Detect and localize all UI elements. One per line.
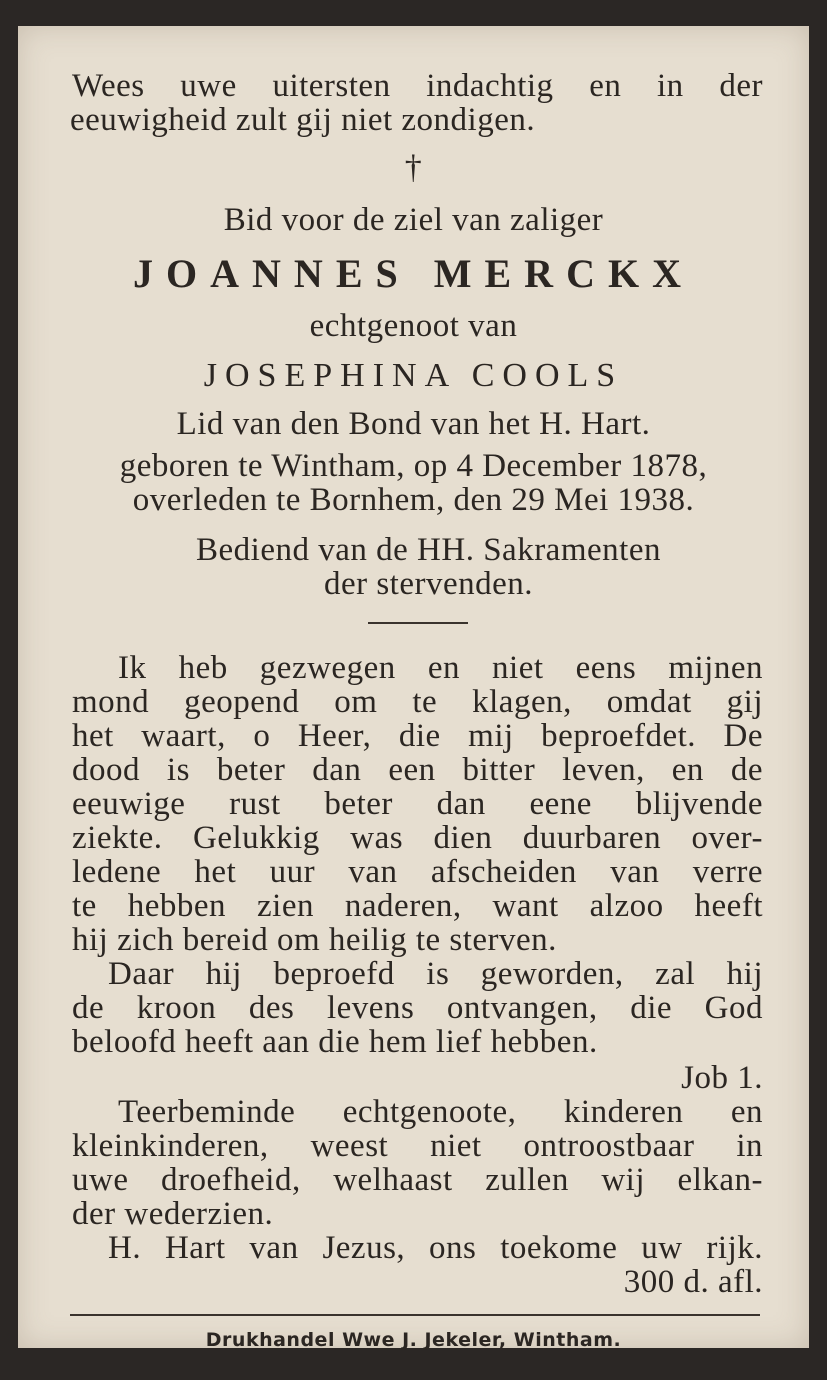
prayer-line: H. Hart van Jezus, ons toekome uw rijk. <box>108 1230 763 1266</box>
relation-line: echtgenoot van <box>309 308 518 344</box>
body-line: eeuwige rust beter dan eene blijvende <box>72 786 763 822</box>
body-line: kleinkinderen, weest niet ontroostbaar in <box>72 1128 763 1164</box>
spouse-name: JOSEPHINA COOLS <box>203 357 624 394</box>
scripture-citation: Job 1. <box>681 1060 763 1096</box>
body-line: Daar hij beproefd is geworden, zal hij <box>108 956 763 992</box>
center-divider <box>368 622 468 624</box>
body-line: de kroon des levens ontvangen, die God <box>72 990 763 1026</box>
death-line: overleden te Bornhem, den 29 Mei 1938. <box>132 482 695 518</box>
sacraments-line-2: der stervenden. <box>323 566 534 602</box>
membership-line: Lid van den Bond van het H. Hart. <box>176 406 651 442</box>
body-line: mond geopend om te klagen, omdat gij <box>72 684 763 720</box>
indulgence-line: 300 d. afl. <box>623 1264 763 1300</box>
body-line: ziekte. Gelukkig was dien duurbaren over- <box>72 820 763 856</box>
body-line: dood is beter dan een bitter leven, en de <box>72 752 763 788</box>
birth-line: geboren te Wintham, op 4 December 1878, <box>119 448 708 484</box>
cross-icon: † <box>404 149 423 186</box>
verse-line-2: eeuwigheid zult gij niet zondigen. <box>70 102 536 138</box>
body-line: uwe droefheid, welhaast zullen wij elkan- <box>72 1162 763 1198</box>
printer-credit: Drukhandel Wwe J. Jekeler, Wintham. <box>205 1329 622 1351</box>
body-line: ledene het uur van afscheiden van verre <box>72 854 763 890</box>
body-line: Teerbeminde echtgenoote, kinderen en <box>118 1094 763 1130</box>
body-line: Ik heb gezwegen en niet eens mijnen <box>118 650 763 686</box>
body-line: beloofd heeft aan die hem lief hebben. <box>72 1024 598 1060</box>
verse-line-1: Wees uwe uitersten indachtig en in der <box>72 68 763 104</box>
body-line: het waart, o Heer, die mij beproefdet. De <box>72 718 763 754</box>
pray-line: Bid voor de ziel van zaliger <box>223 202 604 238</box>
body-line: hij zich bereid om heilig te sterven. <box>72 922 557 958</box>
body-line: der wederzien. <box>72 1196 274 1232</box>
deceased-name: JOANNES MERCKX <box>133 251 694 296</box>
card-paper <box>18 26 809 1351</box>
sacraments-line-1: Bediend van de HH. Sakramenten <box>196 532 661 568</box>
footer-divider <box>70 1314 760 1316</box>
body-line: te hebben zien naderen, want alzoo heeft <box>72 888 763 924</box>
